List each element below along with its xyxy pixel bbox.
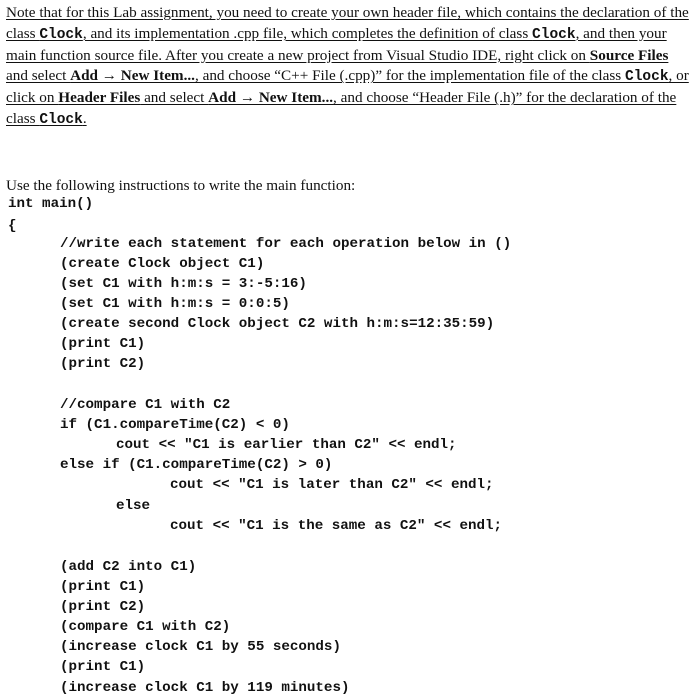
code-line-open-brace: { xyxy=(8,218,17,234)
code-line-cout: cout << "C1 is the same as C2" << endl; xyxy=(170,518,503,534)
code-line-comment: //compare C1 with C2 xyxy=(60,397,231,413)
class-name-clock: Clock xyxy=(532,26,576,43)
intro-text xyxy=(6,3,690,131)
code-line: (print C1) xyxy=(60,336,146,352)
code-line: (set C1 with h:m:s = 0:0:5) xyxy=(60,296,290,312)
code-line-if: if (C1.compareTime(C2) < 0) xyxy=(60,417,290,433)
intro-text-segment: , or click on xyxy=(6,67,689,107)
code-line: (increase clock C1 by 119 minutes) xyxy=(60,680,350,696)
instructions-line: Use the following instructions to write the main function: xyxy=(6,177,356,194)
header-files-label: Header Files xyxy=(58,89,141,107)
intro-text-segment: , and its implementation .cpp file, which completes the definition of class xyxy=(82,24,533,42)
code-line: (create Clock object C1) xyxy=(60,256,265,272)
code-line-cout: cout << "C1 is earlier than C2" << endl; xyxy=(116,437,457,453)
intro-paragraph xyxy=(6,3,690,131)
source-files-label: Source Files xyxy=(589,46,669,64)
code-line-main-signature: int main() xyxy=(8,196,94,212)
code-line-else: else xyxy=(116,498,151,514)
code-line: (set C1 with h:m:s = 3:-5:16) xyxy=(60,276,307,292)
intro-text-segment: . xyxy=(82,109,87,127)
intro-text-segment: , and choose “Header File (.h)” for the declaration of the class xyxy=(6,89,677,127)
code-line: (print C2) xyxy=(60,599,146,615)
code-line: (print C1) xyxy=(60,659,146,675)
code-line-else-if: else if (C1.compareTime(C2) > 0) xyxy=(60,457,333,473)
add-new-item-label: Add → New Item... xyxy=(208,89,334,107)
intro-text-segment: and select xyxy=(6,67,71,85)
intro-text-segment: Note that for this Lab assignment, you need to create your own header file, which contains the declaration of the class xyxy=(6,4,689,42)
intro-text-segment: and select xyxy=(140,89,209,107)
class-name-clock: Clock xyxy=(625,69,669,86)
class-name-clock: Clock xyxy=(39,111,83,128)
code-line: (compare C1 with C2) xyxy=(60,619,231,635)
code-line-comment: //write each statement for each operation below in () xyxy=(60,236,512,252)
code-line: (print C2) xyxy=(60,356,146,372)
class-name-clock: Clock xyxy=(39,26,83,43)
code-line-cout: cout << "C1 is later than C2" << endl; xyxy=(170,477,494,493)
code-line: (print C1) xyxy=(60,579,146,595)
intro-text-segment: , and then your main function source file. After you create a new project from Visual Studio IDE, right click on xyxy=(6,24,667,64)
code-line: (add C2 into C1) xyxy=(60,559,197,575)
intro-text-segment: , and choose “C++ File (.cpp)” for the implementation file of the class xyxy=(194,67,626,85)
code-line: (create second Clock object C2 with h:m:s=12:35:59) xyxy=(60,316,495,332)
code-line: (increase clock C1 by 55 seconds) xyxy=(60,639,341,655)
add-new-item-label: Add → New Item... xyxy=(70,67,195,85)
